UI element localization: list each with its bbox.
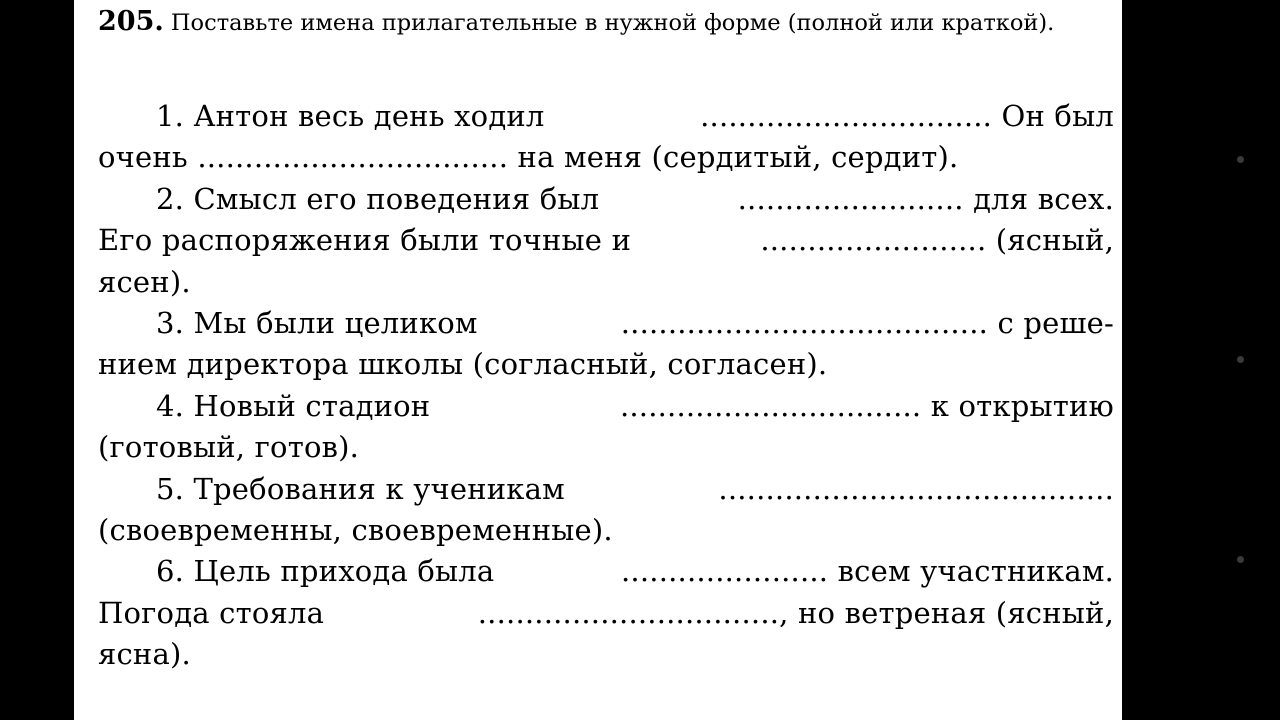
exercise-line xyxy=(98,262,1114,303)
exercise-text: очень ................................. на меня (сердитый, сердит). xyxy=(98,140,959,175)
textbook-page xyxy=(74,0,1122,720)
exercise-text: ясен). xyxy=(98,264,191,299)
exercise-line xyxy=(98,220,1114,261)
exercise-line xyxy=(98,303,1114,344)
exercise-text: Его распоряжения были точные и xyxy=(98,223,632,258)
exercise-line xyxy=(98,96,1114,137)
exercise-line xyxy=(98,427,1114,468)
exercise-line xyxy=(98,469,1114,510)
exercise-text: ...................... всем участникам. xyxy=(621,554,1114,589)
task-instruction: Поставьте имена прилагательные в нужной форме (полной или краткой). xyxy=(170,10,1055,36)
exercise-text: 5. Требования к ученикам xyxy=(156,471,565,506)
exercise-text: ясна). xyxy=(98,637,191,672)
exercise-text: 6. Цель прихода была xyxy=(156,554,495,589)
exercise-text: Погода стояла xyxy=(98,595,325,630)
task-number: 205. xyxy=(98,6,164,37)
exercise-line xyxy=(98,137,1114,178)
exercise-line xyxy=(98,634,1114,675)
exercise-line xyxy=(98,386,1114,427)
page-indicator-dot[interactable] xyxy=(1237,556,1244,563)
exercise-text: ................................, но ветреная (ясный, xyxy=(477,595,1114,630)
exercise-line xyxy=(98,593,1114,634)
exercise-text: ....................................... с реше- xyxy=(620,305,1114,340)
exercise-line xyxy=(98,510,1114,551)
exercise-line xyxy=(98,551,1114,592)
exercise-text: .......................................... xyxy=(718,471,1114,506)
exercise-text: 1. Антон весь день ходил xyxy=(156,99,545,133)
exercise-text: (готовый, готов). xyxy=(98,430,360,465)
exercise-body xyxy=(98,96,1114,675)
task-header xyxy=(98,4,1098,41)
exercise-text: ........................ для всех. xyxy=(737,181,1114,216)
exercise-line xyxy=(98,179,1114,220)
exercise-text: 3. Мы были целиком xyxy=(156,305,478,340)
exercise-text: 2. Смысл его поведения был xyxy=(156,181,600,216)
exercise-line xyxy=(98,344,1114,385)
exercise-text: ............................... Он был xyxy=(700,99,1114,133)
page-indicator-dot[interactable] xyxy=(1237,156,1244,163)
exercise-text: нием директора школы (согласный, согласен). xyxy=(98,347,828,382)
exercise-text: 4. Новый стадион xyxy=(156,388,431,423)
exercise-text: ........................ (ясный, xyxy=(760,223,1114,258)
exercise-text: ................................ к открытию xyxy=(619,388,1114,423)
exercise-text: (своевременны, своевременные). xyxy=(98,512,613,547)
page-indicator-dot[interactable] xyxy=(1237,356,1244,363)
